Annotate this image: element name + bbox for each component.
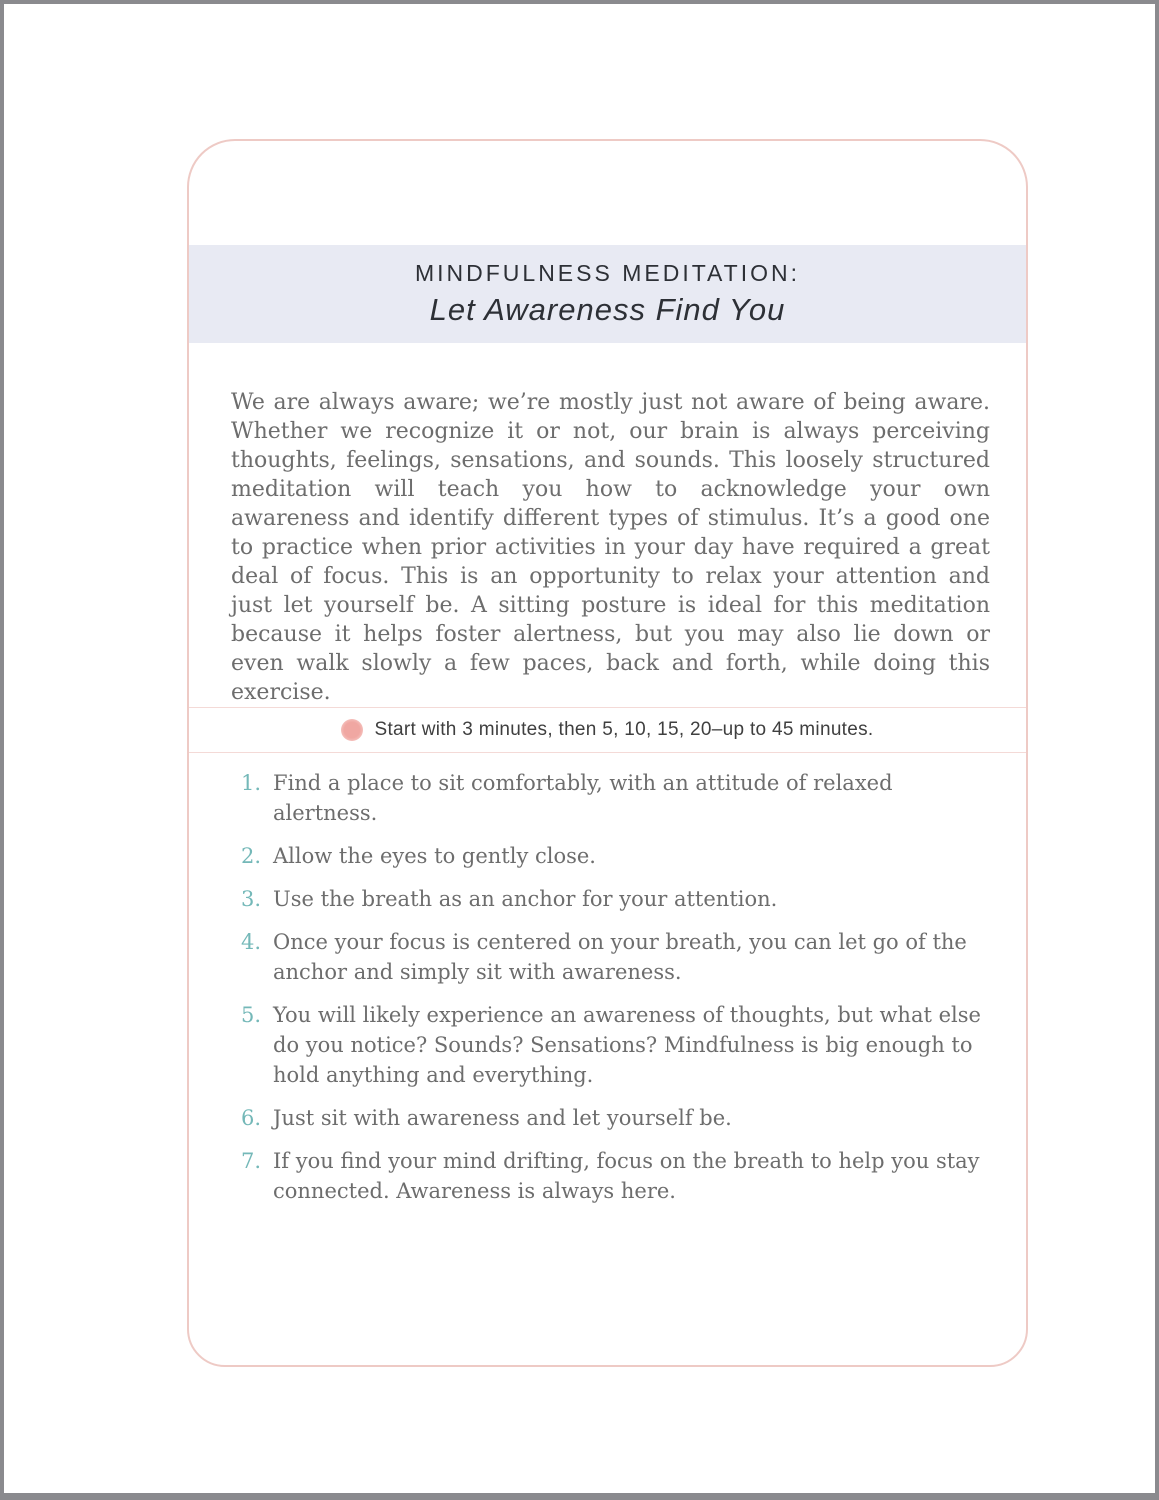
step-number: 4. [240,930,261,954]
duration-divider [189,707,1026,753]
step-number: 1. [240,771,261,795]
step-item [231,1146,990,1206]
meditation-exercise-card [187,139,1028,1367]
step-item [231,841,990,871]
step-item [231,1103,990,1133]
duration-dot-icon [341,719,363,741]
step-text: Just sit with awareness and let yourself be. [273,1106,732,1130]
step-item [231,1000,990,1090]
step-number: 2. [240,844,261,868]
steps-list [231,768,990,1219]
step-number: 7. [240,1149,261,1173]
step-text: Use the breath as an anchor for your attention. [273,887,778,911]
step-number: 3. [240,887,261,911]
exercise-title: MINDFULNESS MEDITATION: [414,260,801,286]
step-number: 5. [240,1003,261,1027]
step-text: Find a place to sit comfortably, with an attitude of relaxed alertness. [273,771,893,825]
duration-note: Start with 3 minutes, then 5, 10, 15, 20–up to 45 minutes. [374,719,874,740]
intro-paragraph: We are always aware; we’re mostly just not aware of being aware. Whether we recognize it or not, our brain is always perceiving thoughts, feelings, sensations, and sounds. This loosely structured meditation will teach you how to acknowledge your own awareness and identify different types of stimulus. It’s a good one to practice when prior activities in your day have required a great deal of focus. This is an opportunity to relax your attention and just let yourself be. A sitting posture is ideal for this meditation because it helps foster alertness, but you may also lie down or even walk slowly a few paces, back and forth, while doing this exercise. [231,390,990,705]
exercise-subtitle: Let Awareness Find You [429,292,786,327]
step-text: Allow the eyes to gently close. [273,844,596,868]
step-item [231,884,990,914]
step-item [231,927,990,987]
step-text: You will likely experience an awareness of thoughts, but what else do you notice? Sounds? Sensations? Mindfulness is big enough to hold anything and everything. [273,1003,981,1087]
step-text: If you find your mind drifting, focus on the breath to help you stay connected. Awareness is always here. [273,1149,980,1203]
step-number: 6. [240,1106,261,1130]
header-band [189,245,1026,343]
step-item [231,768,990,828]
step-text: Once your focus is centered on your breath, you can let go of the anchor and simply sit with awareness. [273,930,967,984]
